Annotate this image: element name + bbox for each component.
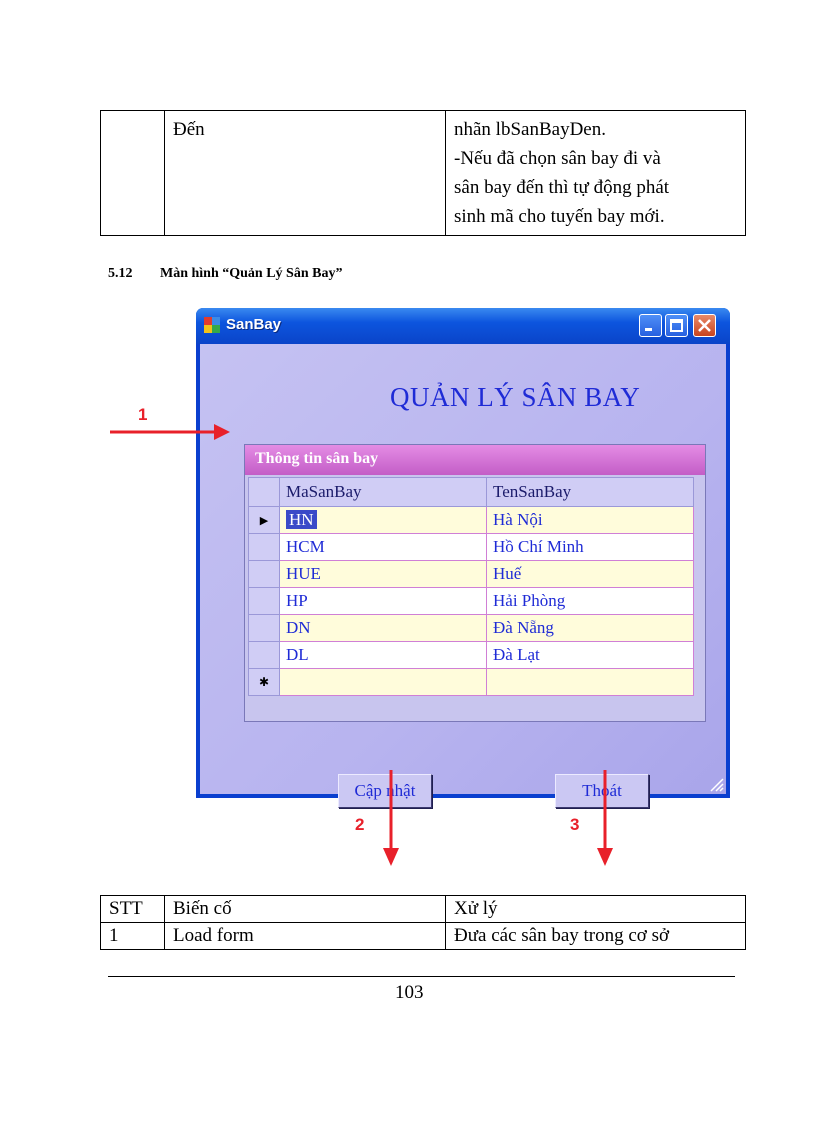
minimize-button[interactable] xyxy=(639,314,662,337)
update-button[interactable]: Cập nhật xyxy=(338,774,432,808)
grid-caption xyxy=(245,445,705,475)
table-row[interactable] xyxy=(249,642,694,669)
grid-header-row xyxy=(249,478,694,507)
handling-line: nhãn lbSanBayDen. xyxy=(454,119,606,140)
cell-masanbay[interactable]: HP xyxy=(280,588,487,615)
annotation-label-3: 3 xyxy=(570,815,580,834)
window-title: SanBay xyxy=(226,316,282,333)
table-row[interactable] xyxy=(249,588,694,615)
cell-masanbay[interactable] xyxy=(280,669,487,696)
column-header-tensanbay[interactable]: TenSanBay xyxy=(487,478,694,507)
footer-divider xyxy=(108,976,735,977)
section-number: 5.12 xyxy=(108,266,133,281)
current-row-marker: ▶ xyxy=(249,507,280,534)
grid-caption-text: Thông tin sân bay xyxy=(255,450,379,467)
cell-masanbay[interactable]: DL xyxy=(280,642,487,669)
form-client-area xyxy=(200,344,726,800)
event-table xyxy=(100,895,746,950)
cell-tensanbay[interactable]: Đà Nẵng xyxy=(487,615,694,642)
header-stt: STT xyxy=(101,896,165,923)
minimize-icon xyxy=(640,315,661,336)
handling-line: -Nếu đã chọn sân bay đi và xyxy=(454,148,661,169)
new-row[interactable] xyxy=(249,669,694,696)
row-header[interactable] xyxy=(249,561,280,588)
header-event: Biến cố xyxy=(165,896,446,923)
table-cell-event: Đến xyxy=(165,111,446,236)
selected-cell-text: HN xyxy=(286,510,317,529)
table-cell-handling xyxy=(446,111,746,236)
airport-grid-group xyxy=(244,444,706,722)
cell-stt: 1 xyxy=(101,923,165,950)
cell-masanbay[interactable]: DN xyxy=(280,615,487,642)
form-title: QUẢN LÝ SÂN BAY xyxy=(390,382,641,412)
row-header[interactable] xyxy=(249,534,280,561)
cell-event: Load form xyxy=(165,923,446,950)
maximize-button[interactable] xyxy=(665,314,688,337)
app-icon xyxy=(204,317,220,333)
airport-data-grid[interactable] xyxy=(248,477,694,696)
row-header[interactable] xyxy=(249,615,280,642)
annotation-label-1: 1 xyxy=(138,405,148,424)
table-row[interactable] xyxy=(249,507,694,534)
exit-button[interactable]: Thoát xyxy=(555,774,649,808)
table-row[interactable] xyxy=(249,615,694,642)
new-row-marker: ✱ xyxy=(249,669,280,696)
page-number: 103 xyxy=(395,982,424,1003)
cell-handling: Đưa các sân bay trong cơ sở xyxy=(446,923,746,950)
cell-tensanbay[interactable] xyxy=(487,669,694,696)
cell-tensanbay[interactable]: Huế xyxy=(487,561,694,588)
resize-grip-icon[interactable] xyxy=(708,776,724,792)
section-heading xyxy=(108,266,342,282)
sanbay-window xyxy=(196,308,730,798)
handling-line: sân bay đến thì tự động phát xyxy=(454,177,670,198)
section-title: Màn hình “Quản Lý Sân Bay” xyxy=(160,266,343,281)
table-row xyxy=(101,923,746,950)
cell-tensanbay[interactable]: Hải Phòng xyxy=(487,588,694,615)
close-icon xyxy=(694,315,715,336)
row-header[interactable] xyxy=(249,588,280,615)
top-event-table xyxy=(100,110,746,236)
cell-tensanbay[interactable]: Đà Lạt xyxy=(487,642,694,669)
table-cell-stt xyxy=(101,111,165,236)
header-handling: Xử lý xyxy=(446,896,746,923)
cell-masanbay[interactable]: HCM xyxy=(280,534,487,561)
maximize-icon xyxy=(666,315,687,336)
column-header-masanbay[interactable]: MaSanBay xyxy=(280,478,487,507)
cell-masanbay[interactable]: HUE xyxy=(280,561,487,588)
close-button[interactable] xyxy=(693,314,716,337)
row-header[interactable] xyxy=(249,642,280,669)
row-header-corner xyxy=(249,478,280,507)
table-row[interactable] xyxy=(249,561,694,588)
title-bar[interactable] xyxy=(196,308,730,344)
annotation-label-2: 2 xyxy=(355,815,365,834)
table-row xyxy=(101,111,746,236)
table-header-row xyxy=(101,896,746,923)
cell-tensanbay[interactable]: Hồ Chí Minh xyxy=(487,534,694,561)
cell-tensanbay[interactable]: Hà Nội xyxy=(487,507,694,534)
table-row[interactable] xyxy=(249,534,694,561)
cell-masanbay[interactable] xyxy=(280,507,487,534)
handling-line: sinh mã cho tuyến bay mới. xyxy=(454,206,665,227)
